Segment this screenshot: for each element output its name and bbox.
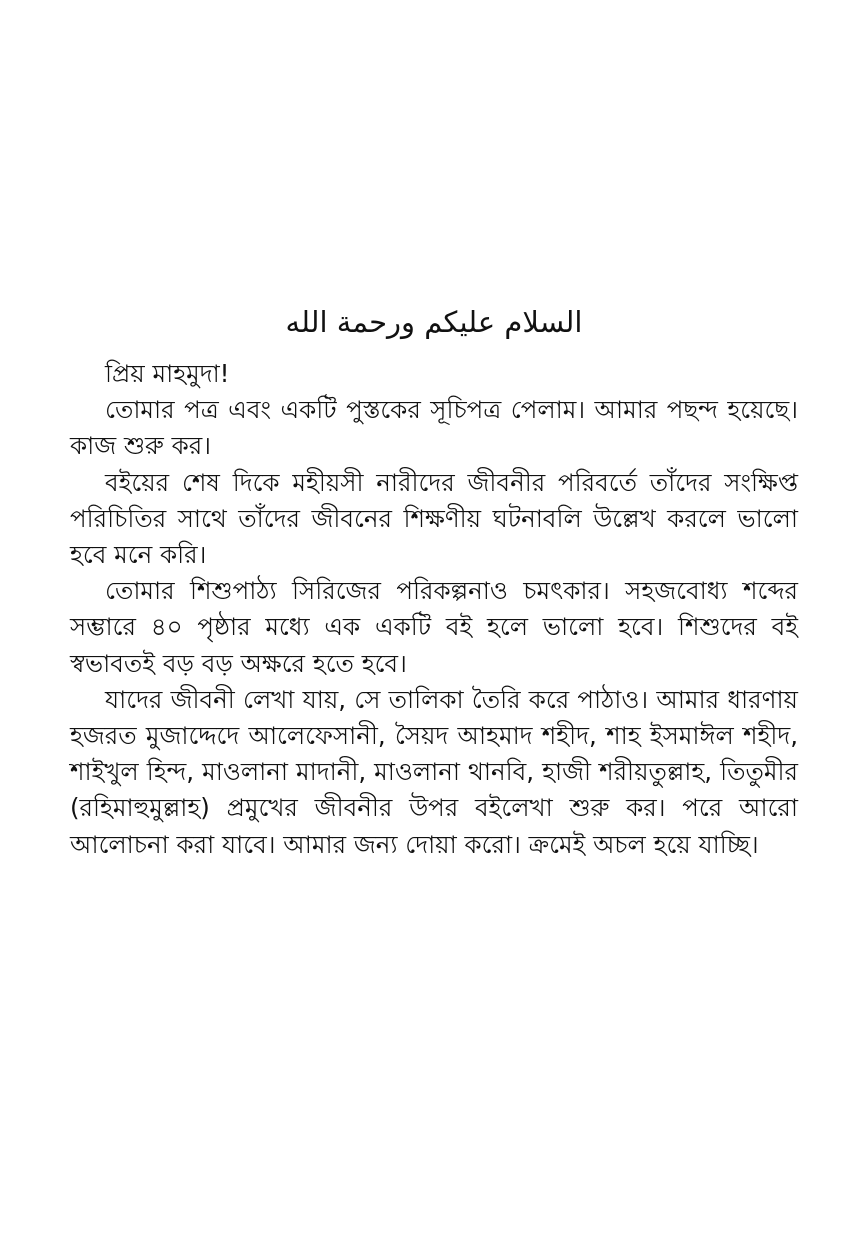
paragraph-4: যাদের জীবনী লেখা যায়, সে তালিকা তৈরি করে পাঠাও। আমার ধারণায় হজরত মুজাদ্দেদে আলেফেসানী, সৈয়দ আহমাদ শহীদ, শাহ ইসমাঈল শহীদ, শাইখুল হিন্দ, মাওলানা মাদানী, মাওলানা থানবি, হাজী শরীয়তুল্লাহ, তিতুমীর (রহিমাহুমুল্লাহ) প্রমুখের জীবনীর উপর বইলেখা শুরু কর। পরে আরো আলোচনা করা যাবে। আমার জন্য দোয়া করো। ক্রমেই অচল হয়ে যাচ্ছি।	[70, 684, 798, 859]
salutation: প্রিয় মাহমুদা!	[105, 359, 230, 388]
paragraph-2: বইয়ের শেষ দিকে মহীয়সী নারীদের জীবনীর পরিবর্তে তাঁদের সংক্ষিপ্ত পরিচিতির সাথে তাঁদের জীবনের শিক্ষণীয় ঘটনাবলি উল্লেখ করলে ভালো হবে মনে করি।	[70, 467, 798, 570]
paragraph-3: তোমার শিশুপাঠ্য সিরিজের পরিকল্পনাও চমৎকার। সহজবোধ্য শব্দের সম্ভারে ৪০ পৃষ্ঠার মধ্যে এক একটি বই হলে ভালো হবে। শিশুদের বই স্বভাবতই বড় বড় অক্ষরে হতে হবে।	[70, 576, 798, 678]
letter-body	[70, 356, 798, 863]
arabic-greeting: السلام عليكم ورحمة الله	[285, 305, 583, 339]
paragraph-1: তোমার পত্র এবং একটি পুস্তকের সূচিপত্র পেলাম। আমার পছন্দ হয়েছে। কাজ শুরু কর।	[70, 395, 798, 461]
